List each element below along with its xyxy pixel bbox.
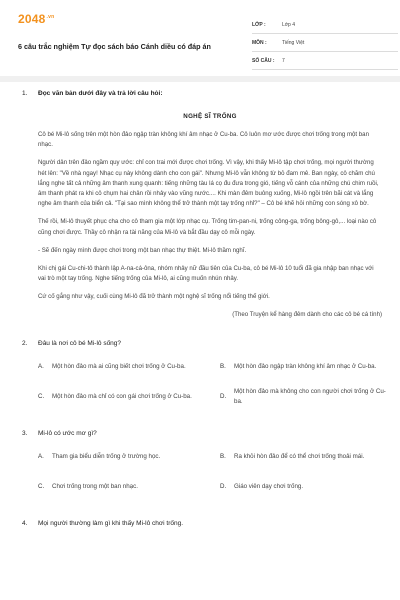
passage-paragraph: Thế rồi, Mi-lô thuyết phục cha cho cô tham gia một lớp nhạc cụ. Trống tim-pan-ni, trống công-ga, trống bông-gô,... loại nào cô cũng chơi được. Thầy cô nhận ra tài năng của Mi-lô và bắt đầu dạy cô mỗi ngày. [38,218,377,236]
passage-paragraph: Khi chị gái Cu-chi-tô thành lập A-na-cá-ôna, nhóm nhảy nữ đầu tiên của Cu-ba, cô bé Mi-lô 10 tuổi đã gia nhập ban nhạc với vai trò một tay trống. Nghe tiếng trống của Mi-lô, ai cũng muốn nhún nhảy. [38,265,374,283]
page-title: 6 câu trắc nghiệm Tự đọc sách báo Cánh diều có đáp án [18,42,211,51]
meta-row-count [252,52,398,70]
passage-paragraph: Người dân trên đảo ngầm quy ước: chỉ con trai mới được chơi trống. Vì vậy, khi thấy Mi-lô tập chơi trống, mọi người thường hét lên: "Về nhà ngay! Nhạc cụ này không dành cho con gái". Nhưng Mi-lô vẫn không từ bỏ đam mê. Ban ngày, cô chăm chú lắng nghe tất cả những âm thanh xung quanh: tiếng những tàu lá cọ đu đưa trong gió, tiếng vỗ cánh của những chú chim ruồi, âm thanh phát ra khi cô chụm hai chân rồi nhảy vào vũng nước.... Khi màn đêm buông xuống, Mi-lô ngồi trên bãi cát và lắng nghe âm thanh của biển cả. "Tại sao mình không thể trở thành một tay trống nhỉ?" – Cô bé khẽ hỏi những con sóng xô bờ. [38,159,379,208]
page-header [18,10,388,70]
meta-value: Tiếng Việt [282,39,305,46]
logo-suffix: .vn [46,14,55,20]
meta-row-class [252,16,398,34]
option-d[interactable] [220,476,392,498]
meta-value: 7 [282,57,285,64]
question-number: 3. [22,429,28,437]
meta-table [252,16,398,70]
meta-label: LỚP : [252,21,266,28]
logo-text: 2048 [18,12,46,26]
option-a[interactable] [38,446,210,468]
option-text: Một hòn đảo mà chỉ có con gái chơi trống ở Cu-ba. [52,392,192,400]
meta-value: Lớp 4 [282,21,296,28]
passage-paragraph: Cô bé Mi-lô sống trên một hòn đảo ngập tràn không khí âm nhạc ở Cu-ba. Cô luôn mơ ước được chơi trống trong một ban nhạc. [38,131,369,149]
question-2 [22,339,386,408]
meta-row-subject [252,34,398,52]
meta-label: MÔN : [252,39,267,46]
question-number: 4. [22,519,28,527]
option-text: Tham gia biểu diễn trống ở trường học. [52,452,161,460]
option-text: Một hòn đảo ngập tràn không khí âm nhạc ở Cu-ba. [234,362,377,370]
site-logo[interactable] [18,12,54,26]
option-letter: A. [38,453,44,461]
option-letter: D. [220,393,227,401]
option-letter: A. [38,363,44,371]
question-number: 2. [22,339,28,347]
option-letter: B. [220,453,226,461]
option-c[interactable] [38,476,210,498]
option-a[interactable] [38,356,210,378]
answer-options [38,356,386,408]
option-d[interactable] [220,386,392,408]
option-text: Giáo viên dạy chơi trống. [234,482,304,490]
passage-source: (Theo Truyện kể hàng đêm dành cho các cô bé cá tính) [232,310,382,318]
question-number: 1. [22,90,28,97]
question-4 [22,520,382,527]
option-b[interactable] [220,446,392,468]
option-text: Ra khỏi hòn đảo để có thể chơi trống thoải mái. [234,452,365,460]
option-c[interactable] [38,386,210,408]
passage-paragraph: Cứ cố gắng như vậy, cuối cùng Mi-lô đã trở thành một nghệ sĩ trống nổi tiếng thế giới. [38,293,270,301]
reading-passage [38,113,382,318]
question-1 [22,90,382,97]
meta-label: SỐ CÂU : [252,57,275,64]
question-text: Mọi người thường làm gì khi thấy Mi-lô chơi trống. [38,519,184,527]
question-text: Mi-lô có ước mơ gì? [38,429,97,437]
question-3 [22,430,382,498]
passage-paragraph: - Sẽ đến ngày mình được chơi trong một ban nhạc thự thiệt. Mi-lô thầm nghĩ. [38,246,247,254]
option-letter: B. [220,363,226,371]
question-text: Đâu là nơi cô bé Mi-lô sống? [38,339,122,347]
quiz-content [22,90,386,527]
passage-title: NGHỆ SĨ TRỐNG [183,113,237,120]
section-divider [0,76,400,82]
question-text: Đọc văn bản dưới đây và trả lời câu hỏi: [38,90,163,97]
option-text: Một hòn đảo mà ai cũng biết chơi trống ở Cu-ba. [52,362,186,370]
option-letter: C. [38,393,45,401]
option-text: Một hòn đảo mà không cho con người chơi trống ở Cu-ba. [234,388,386,405]
option-b[interactable] [220,356,392,378]
option-letter: D. [220,483,227,491]
answer-options [38,446,382,498]
option-text: Chơi trống trong một ban nhạc. [52,482,138,490]
option-letter: C. [38,483,45,491]
